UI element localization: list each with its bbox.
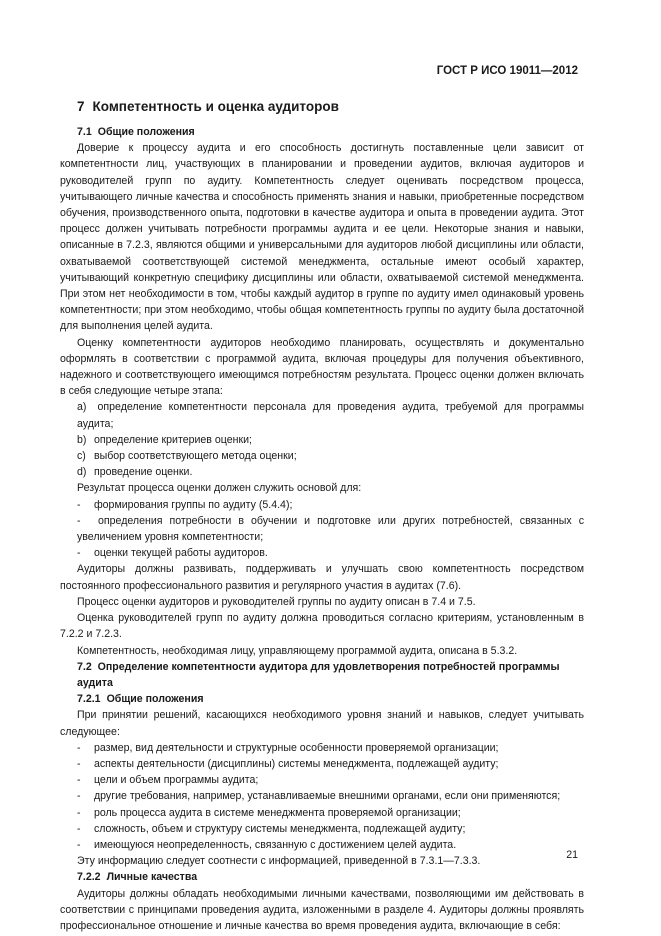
list-marker: b) <box>77 433 87 446</box>
section-heading <box>77 96 584 118</box>
list-item-text: определение компетентности персонала для проведения аудита, требуемой для программы аудита; <box>77 401 585 430</box>
list-marker: - <box>77 838 81 851</box>
list-marker: - <box>77 547 81 560</box>
list-marker: - <box>77 806 81 819</box>
list-item <box>60 740 584 756</box>
list-item-text: сложность, объем и структуру системы менеджмента, подлежащей аудиту; <box>93 822 466 835</box>
paragraph: Доверие к процессу аудита и его способность достигнуть поставленные цели зависит от компетентности лиц, участвующих в планировании и проведении аудитов, включая аудиторов и руководителей групп по аудиту. Компетентность следует оценивать посредством процесса, учитывающего личные качества и способность применять знания и навыки, приобретенные посредством обучения, производственного опыта, подготовки в качестве аудитора и опыта в проведении аудита. Этот процесс должен учитывать потребности программы аудита и ее цели. Некоторые знания и навыки, описанные в 7.2.3, являются общими и универсальными для аудиторов любой дисциплины или области, охватываемой соответствующей системой менеджмента, остальные имеют особый характер, учитывающий конкретную специфику дисциплины или области, охватываемой системой менеджмента. При этом нет необходимости в том, чтобы каждый аудитор в группе по аудиту имел одинаковый уровень компетентности; при этом необходимо, чтобы общая компетентность группы по аудиту была достаточной для выполнения целей аудита. <box>60 142 584 333</box>
list-marker: - <box>77 741 81 754</box>
list-marker: a) <box>77 401 87 414</box>
list-item-text: размер, вид деятельности и структурные особенности проверяемой организации; <box>93 741 499 754</box>
list-marker: d) <box>77 466 87 479</box>
list-marker: - <box>77 790 81 803</box>
list-marker: - <box>77 757 81 770</box>
list-item <box>60 448 584 464</box>
paragraph: При принятии решений, касающихся необходимого уровня знаний и навыков, следует учитывать следующее: <box>60 709 584 738</box>
section-title: Компетентность и оценка аудиторов <box>92 99 339 114</box>
paragraph: Аудиторы должны развивать, поддерживать и улучшать свою компетентность посредством постоянного профессионального развития и регулярного участия в аудитах (7.6). <box>60 563 584 592</box>
list-marker: - <box>77 514 81 527</box>
subsection-number: 7.2.2 <box>77 871 101 884</box>
list-item <box>60 756 584 772</box>
factors-list <box>60 740 584 853</box>
subsection-number: 7.2 <box>77 660 92 673</box>
paragraph: Эту информацию следует соотнести с информацией, приведенной в 7.3.1—7.3.3. <box>77 855 481 868</box>
page-number: 21 <box>566 849 578 861</box>
subsection-title: Общие положения <box>106 693 204 706</box>
list-item-text: имеющуюся неопределенность, связанную с достижением целей аудита. <box>93 838 457 851</box>
list-item-text: роль процесса аудита в системе менеджмента проверяемой организации; <box>93 806 461 819</box>
paragraph: Компетентность, необходимая лицу, управляющему программой аудита, описана в 5.3.2. <box>77 644 518 657</box>
subsection-title: Личные качества <box>106 871 198 884</box>
list-item-text: оценки текущей работы аудиторов. <box>93 547 268 560</box>
list-item-text: определение критериев оценки; <box>93 433 252 446</box>
list-item-text: аспекты деятельности (дисциплины) системы менеджмента, подлежащей аудиту; <box>93 757 499 770</box>
section-number: 7 <box>77 99 85 114</box>
list-item <box>60 788 584 804</box>
list-item <box>60 837 584 853</box>
list-marker: - <box>77 774 81 787</box>
list-item <box>60 497 584 513</box>
paragraph: Оценка руководителей групп по аудиту должна проводиться согласно критериям, установленным в 7.2.2 и 7.2.3. <box>60 612 584 641</box>
subsection-number: 7.1 <box>77 126 92 138</box>
list-marker: c) <box>77 450 86 463</box>
list-item-text: формирования группы по аудиту (5.4.4); <box>93 498 293 511</box>
paragraph: Оценку компетентности аудиторов необходимо планировать, осуществлять и документально оформлять в соответствии с программой аудита, включая процедуры для получения объективного, надежного и соответствующего имеющимся потребностям результата. Процесс оценки должен включать в себя следующие четыре этапа: <box>60 336 584 398</box>
subsection-7-2-2-heading <box>77 869 584 885</box>
list-item <box>60 805 584 821</box>
list-item <box>60 432 584 448</box>
list-item <box>60 464 584 480</box>
list-marker: - <box>77 498 81 511</box>
list-item-text: определения потребности в обучении и подготовке или других потребностей, связанных с увеличением уровня компетентности; <box>77 514 584 544</box>
list-item <box>60 545 584 561</box>
paragraph: Процесс оценки аудиторов и руководителей группы по аудиту описан в 7.4 и 7.5. <box>77 595 476 608</box>
list-item-text: другие требования, например, устанавливаемые внешними органами, если они применяются; <box>93 790 561 803</box>
list-item <box>60 821 584 837</box>
paragraph: Результат процесса оценки должен служить основой для: <box>77 482 362 495</box>
subsection-title: Определение компетентности аудитора для удовлетворения потребностей программы аудита <box>77 660 560 689</box>
subsection-7-2-1-heading <box>77 691 584 707</box>
list-marker: - <box>77 822 81 835</box>
paragraph: Аудиторы должны обладать необходимыми личными качествами, позволяющими им действовать в соответствии с принципами проведения аудита, изложенными в разделе 4. Аудиторы должны проявлять профессиональное отношение и личные качества во время проведения аудита, включающие в себя: <box>60 887 584 932</box>
list-item-text: выбор соответствующего метода оценки; <box>93 450 297 463</box>
stages-list <box>60 399 584 480</box>
list-item-text: цели и объем программы аудита; <box>93 774 259 787</box>
subsection-number: 7.2.1 <box>77 693 101 706</box>
list-item <box>60 399 584 431</box>
list-item <box>60 513 584 545</box>
subsection-7-1-heading <box>77 124 584 140</box>
subsection-7-2-heading <box>60 659 584 691</box>
list-item <box>60 772 584 788</box>
results-list <box>60 497 584 562</box>
list-item-text: проведение оценки. <box>93 466 193 479</box>
document-header: ГОСТ Р ИСО 19011—2012 <box>436 65 578 77</box>
page-content <box>60 96 584 934</box>
subsection-title: Общие положения <box>97 126 195 138</box>
